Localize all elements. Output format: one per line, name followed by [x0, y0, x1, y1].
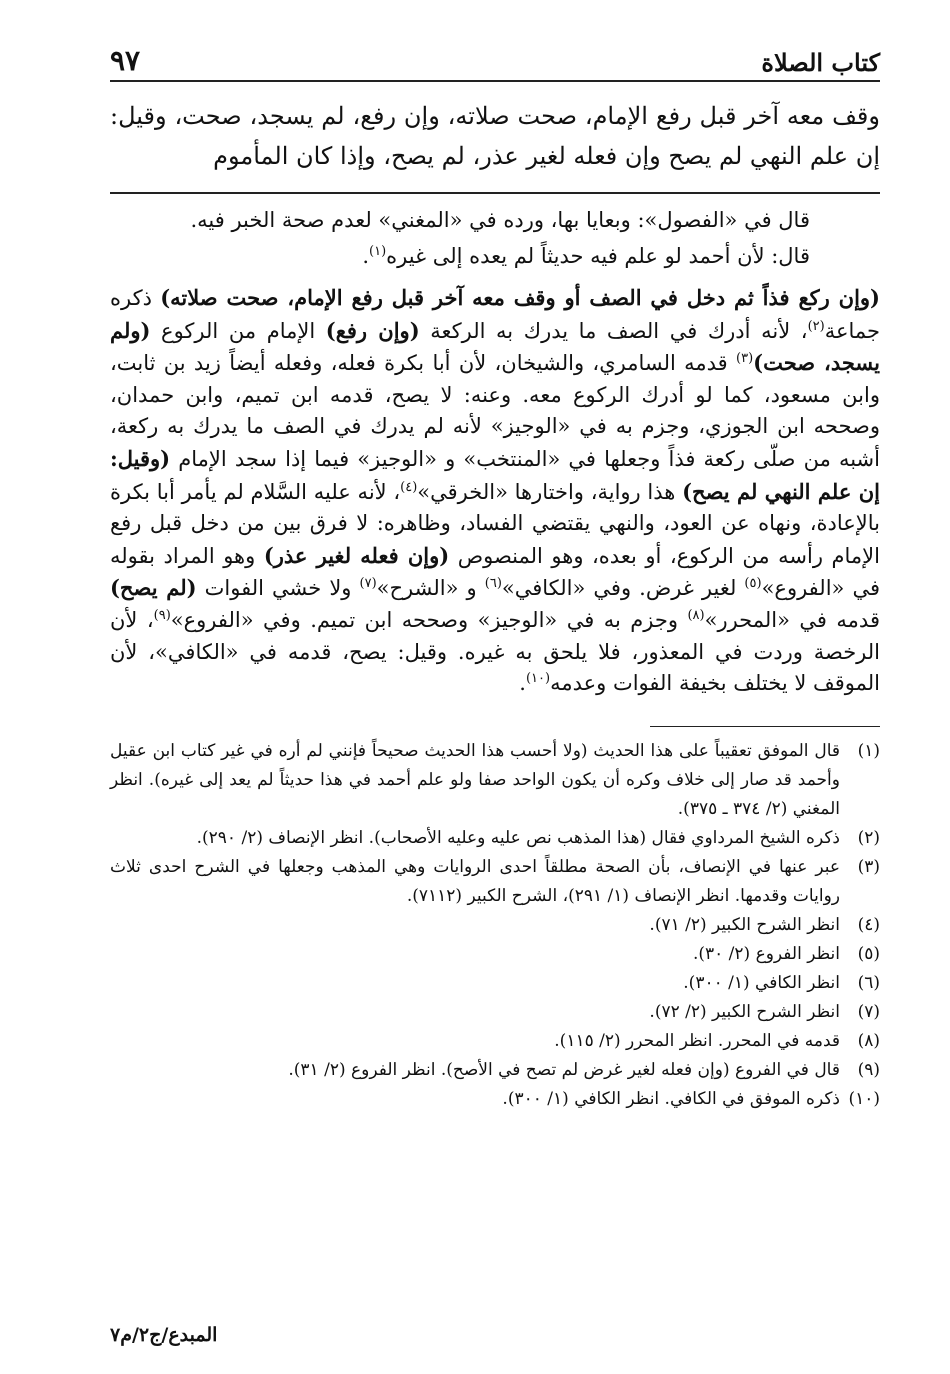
footnote-ref-10: (١٠) — [525, 671, 551, 687]
footnote-separator-line — [650, 726, 880, 727]
quote-block — [110, 204, 880, 272]
sharh-text-18: وجزم به في «الوجيز» وصححه ابن تميم. وفي «الفروع» — [170, 607, 688, 632]
sharh-bold-6: (ولم يسجد، صحت) — [110, 317, 880, 376]
footnote-ref-7: (٧) — [359, 576, 377, 592]
matn-separator-line — [110, 192, 880, 194]
footnote-number: (٢) — [857, 827, 880, 848]
footnote-item — [110, 1027, 880, 1056]
footnote-number: (٧) — [857, 1001, 880, 1022]
sharh-text-5: الإمام من الركوع — [150, 318, 326, 343]
chapter-title: كتاب الصلاة — [761, 48, 880, 77]
footnote-item — [110, 737, 880, 824]
footnotes-list — [110, 737, 880, 1114]
footnote-item — [110, 969, 880, 998]
sharh-text-3: ، لأنه أدرك في الصف ما يدرك به الركعة — [419, 318, 808, 343]
quote-line-1: قال في «الفصول»: وبعايا بها، ورده في «المغني» لعدم صحة الخبر فيه. — [190, 208, 810, 232]
footnote-ref-2: (٢) — [807, 318, 825, 334]
footnote-ref-6: (٦) — [484, 576, 502, 592]
footnote-text: قدمه في المحرر. انظر المحرر (٢/ ١١٥). — [554, 1030, 840, 1051]
footnote-ref-3: (٣) — [736, 351, 754, 367]
matn-text: وقف معه آخر قبل رفع الإمام، صحت صلاته، وإن رفع، لم يسجد، صحت، وقيل: إن علم النهي لم يصح وإن فعله لغير عذر، لم يصح، وإذا كان المأموم — [110, 102, 880, 170]
footnote-text: ذكره الموفق في الكافي. انظر الكافي (١/ ٣٠٠). — [502, 1088, 840, 1109]
sharh-text-13: لغير غرض. وفي «الكافي» — [501, 576, 745, 601]
footnote-number: (١٠) — [848, 1088, 880, 1109]
footnote-number: (٩) — [857, 1059, 880, 1080]
footnote-item — [110, 1085, 880, 1114]
sharh-bold-11: (وإن فعله لغير عذر) — [263, 542, 450, 568]
book-page — [110, 30, 880, 1114]
footnote-item — [110, 911, 880, 940]
signature-mark: المبدع/ج٢/م٧ — [110, 1324, 218, 1346]
sharh-bold-4: (وإن رفع) — [325, 317, 420, 343]
footnote-number: (٨) — [857, 1030, 880, 1051]
footnote-number: (٥) — [857, 943, 880, 964]
footnote-number: (٣) — [857, 856, 880, 877]
sharh-text-17: قدمه في «المحرر» — [704, 607, 880, 632]
footnote-number: (٦) — [857, 972, 880, 993]
sharh-bold-8: (وقيل: إن علم النهي لم يصح) — [110, 445, 880, 504]
footnote-item — [110, 1056, 880, 1085]
quote-line-2-end: . — [362, 244, 369, 268]
sharh-text-14: و «الشرح» — [376, 576, 485, 601]
sharh-text-2: ذكره جماعة — [110, 286, 881, 343]
footnote-item — [110, 998, 880, 1027]
footnote-text: انظر الفروع (٢/ ٣٠). — [692, 943, 840, 964]
page-header — [110, 30, 880, 82]
sharh-text-19: ، لأن الرخصة وردت في المعذور، فلا يلحق به غيره. وقيل: يصح، قدمه في «الكافي»، لأن الموقف لا يختلف بخيفة الفوات وعدمه — [110, 607, 880, 696]
footnote-text: قال في الفروع (وإن فعله لغير غرض لم تصح في الأصح). انظر الفروع (٢/ ٣١). — [288, 1059, 840, 1080]
footnote-text: قال الموفق تعقيباً على هذا الحديث (ولا أحسب هذا الحديث صحيحاً فإنني لم أره في غير كتاب ابن عقيل وأحمد قد صار إلى خلاف وكره أن يكون الواحد صفا ولو علم أحمد في هذا حديثاً لم يعد إلى غيره). انظر المغني (٢/ ٣٧٤ ـ ٣٧٥). — [110, 740, 840, 819]
footnote-ref-8: (٨) — [687, 607, 705, 623]
footnote-ref-9: (٩) — [153, 607, 171, 623]
sharh-text-10: ، لأنه عليه السَّلام لم يأمر أبا بكرة بالإعادة، ونهاه عن العود، والنهي يقتضي الفساد، وظاهره: لا فرق بين من دخل قبل رفع الإمام رأسه من الركوع، أو بعده، وهو المنصوص — [110, 479, 880, 568]
sharh-text-7: قدمه السامري، والشيخان، لأن أبا بكرة فعله، وفعله أيضاً زيد بن ثابت، وابن مسعود، كما لو أدرك الركوع معه. وعنه: لا يصح، قدمه ابن تميم، وابن حمدان، وصححه ابن الجوزي، وجزم به في «الوجيز» لأنه لم يدرك في الصف ما يدرك به ركعة، أشبه من صلّى ركعة فذاً وجعلها في «المنتخب» و «الوجيز» فيما إذا سجد الإمام — [110, 351, 880, 471]
footnote-ref-1: (١) — [369, 244, 387, 259]
sharh-text-12: وهو المراد بقوله في «الفروع» — [110, 543, 880, 601]
footnote-ref-5: (٥) — [744, 576, 762, 592]
sharh-text-15: ولا خشي الفوات — [196, 576, 360, 601]
footnote-text: انظر الشرح الكبير (٢/ ٧٢). — [649, 1001, 840, 1022]
sharh-bold-1: (وإن ركع فذاً ثم دخل في الصف أو وقف معه آخر قبل رفع الإمام، صحت صلاته) — [160, 285, 880, 310]
page-number: ٩٧ — [110, 44, 141, 77]
quote-line-2-text: قال: لأن أحمد لو علم فيه حديثاً لم يعده إلى غيره — [386, 244, 810, 268]
sharh-bold-16: (لم يصح) — [110, 575, 197, 601]
sharh-text-9: هذا رواية، واختارها «الخرقي» — [417, 479, 683, 504]
footnote-item — [110, 940, 880, 969]
quote-line-2 — [110, 240, 810, 272]
sharh-text-20: . — [519, 671, 526, 696]
footnote-item — [110, 824, 880, 853]
footnote-ref-4: (٤) — [400, 479, 418, 495]
commentary-paragraph — [110, 282, 880, 700]
footnote-item — [110, 853, 880, 911]
footnote-text: ذكره الشيخ المرداوي فقال (هذا المذهب نص عليه وعليه الأصحاب). انظر الإنصاف (٢/ ٢٩٠). — [196, 827, 840, 848]
footnote-number: (١) — [857, 740, 880, 761]
footnote-text: انظر الشرح الكبير (٢/ ٧١). — [649, 914, 840, 935]
footnote-text: عبر عنها في الإنصاف، بأن الصحة مطلقاً احدى الروايات وهي المذهب وجعلها في الشرح احدى ثلاث روايات وقدمها. انظر الإنصاف (١/ ٢٩١)، الشرح الكبير (٧١١٢). — [110, 856, 840, 906]
footnote-text: انظر الكافي (١/ ٣٠٠). — [683, 972, 840, 993]
footnote-number: (٤) — [857, 914, 880, 935]
